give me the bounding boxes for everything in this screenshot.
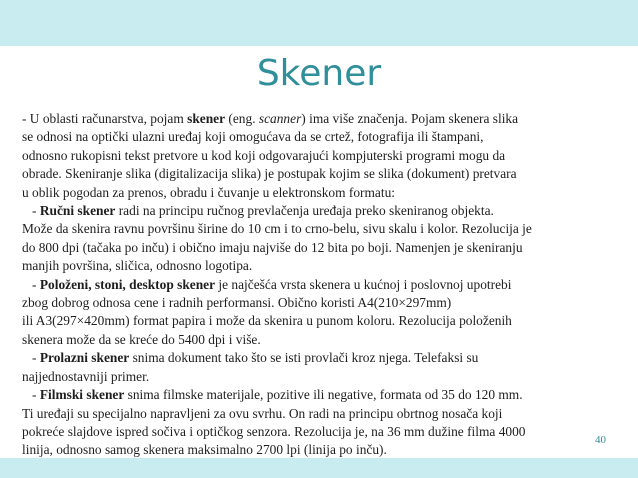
text-line	[22, 423, 624, 441]
text-line	[22, 220, 624, 238]
text-line	[22, 312, 624, 330]
text-run: - U oblasti računarstva, pojam	[22, 111, 188, 126]
text-run: Može da skenira ravnu površinu širine do 10 cm i to crno-belu, sivu skalu i kolor. Rezolucija je	[22, 221, 532, 237]
text-run: Ti uređaji su specijalno napravljeni za ovu svrhu. On radi na principu obrtnog nosača koji	[22, 405, 503, 421]
text-line	[22, 294, 624, 312]
text-run: do 800 dpi (tačaka po inču) i obično imaju najviše do 12 bita po boji. Namenjen je skeniranju	[22, 239, 523, 255]
slide-body-text	[22, 110, 624, 460]
bold-term: Položeni, stoni, desktop skener	[39, 276, 216, 292]
text-run: snima filmske materijale, pozitive ili negative, formata od 35 do 120 mm.	[124, 387, 523, 403]
text-line	[22, 110, 624, 128]
paragraph	[22, 276, 624, 350]
bold-term: Filmski skener	[39, 387, 125, 403]
text-run: odnosno rukopisni tekst pretvore u kod koji odgovarajući kompjuterski programi mogu da	[22, 147, 506, 163]
text-run: skenera može da se kreće do 5400 dpi i više.	[22, 331, 261, 347]
page-number: 40	[595, 434, 606, 446]
text-run: pokreće slajdove ispred sočiva i optičkog senzora. Rezolucija je, na 36 mm dužine filma 4000	[22, 423, 526, 439]
slide-title: Skener	[256, 53, 382, 94]
text-run: obrade. Skeniranje slika (digitalizacija slika) je postupak kojim se slika (dokument) pretvara	[22, 166, 517, 182]
text-line	[22, 165, 624, 183]
text-run: ) ima više značenja. Pojam skenera slika	[301, 111, 519, 126]
text-run: ili A3(297×420mm) format papira i može da skenira u punom koloru. Rezolucija položenih	[22, 313, 512, 329]
paragraph	[22, 349, 624, 386]
text-run: najjednostavniji primer.	[22, 368, 150, 384]
text-line	[22, 257, 624, 275]
italic-term: scanner	[258, 111, 302, 126]
text-run: snima dokument tako što se isti provlači kroz njega. Telefaksi su	[129, 350, 479, 366]
text-line	[22, 349, 624, 367]
text-line	[22, 331, 624, 349]
text-line	[22, 128, 624, 146]
bottom-decorative-band	[0, 458, 638, 478]
text-line	[22, 368, 624, 386]
text-line	[22, 276, 624, 294]
text-run: (eng.	[225, 111, 259, 126]
bold-term: Ručni skener	[39, 203, 116, 219]
text-line	[22, 239, 624, 257]
text-run: je najčešća vrsta skenera u kućnoj i poslovnoj upotrebi	[215, 276, 512, 292]
paragraph	[22, 202, 624, 276]
text-run: zbog dobrog odnosa cene i radnih performansi. Obično koristi A4(210×297mm)	[22, 295, 452, 311]
paragraph	[22, 386, 624, 460]
text-run: u oblik pogodan za prenos, obradu i čuvanje u elektronskom formatu:	[22, 184, 395, 200]
paragraph	[22, 110, 624, 202]
text-line	[22, 405, 624, 423]
text-line	[22, 386, 624, 404]
text-line	[22, 184, 624, 202]
text-run: radi na principu ručnog prevlačenja uređaja preko skeniranog objekta.	[115, 203, 494, 219]
top-decorative-band	[0, 0, 638, 46]
text-run: -	[22, 387, 40, 403]
text-line	[22, 147, 624, 165]
text-line	[22, 441, 624, 459]
text-run: -	[22, 203, 40, 219]
bold-term: skener	[187, 111, 226, 126]
text-run: linija, odnosno samog skenera maksimalno 2700 lpi (linija po inču).	[22, 442, 387, 458]
bold-term: Prolazni skener	[39, 350, 130, 366]
text-run: manjih površina, sličica, odnosno logotipa.	[22, 258, 253, 274]
text-run: -	[22, 350, 40, 366]
text-run: se odnosi na optički ulazni uređaj koji omogućava da se crtež, fotografija ili štampani,	[22, 129, 484, 145]
text-run: -	[22, 276, 40, 292]
text-line	[22, 202, 624, 220]
